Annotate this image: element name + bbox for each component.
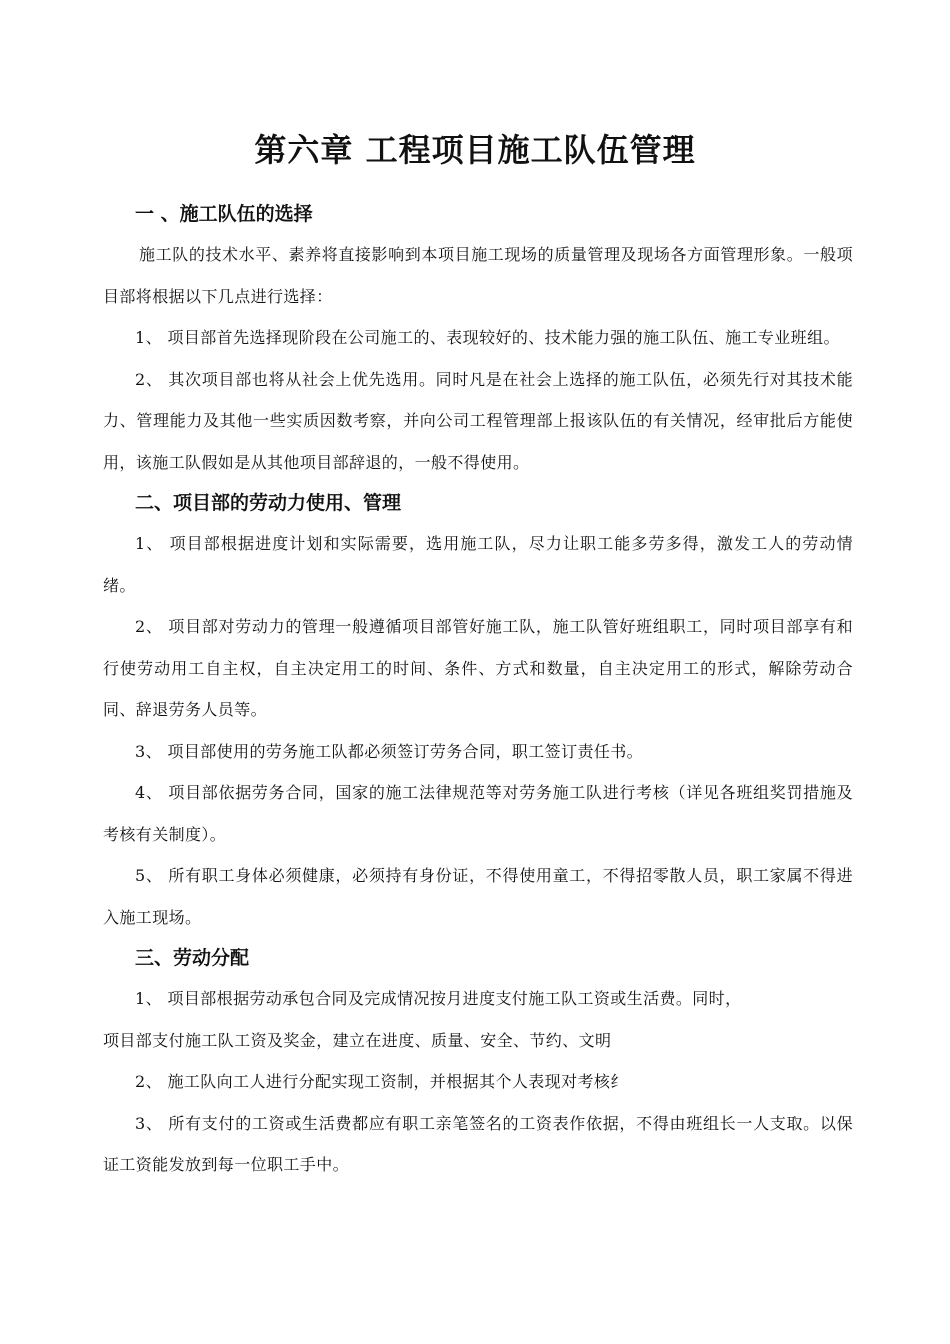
paragraph: 1、 项目部首先选择现阶段在公司施工的、表现较好的、技术能力强的施工队伍、施工专业班组。 (135, 328, 840, 347)
paragraph: 1、 项目部根据劳动承包合同及完成情况按月进度支付施工队工资或生活费。同时， (135, 989, 742, 1008)
document-body (103, 194, 853, 1186)
section-heading: 三、劳动分配 (135, 947, 250, 969)
paragraph: 2、 项目部对劳动力的管理一般遵循项目部管好施工队，施工队管好班组职工，同时项目部享有和行使劳动用工自主权，自主决定用工的时间、条件、方式和数量，自主决定用工的形式，解除劳动合同、辞退劳务人员等。 (103, 617, 853, 719)
section-heading: 二、项目部的劳动力使用、管理 (135, 492, 402, 514)
section-labor-management (103, 483, 853, 938)
paragraph: 施工队的技术水平、素养将直接影响到本项目施工现场的质量管理及现场各方面管理形象。一般项目部将根据以下几点进行选择： (103, 245, 853, 306)
paragraph-clipped: 项目部支付施工队工资及奖金，建立在进度、质量、安全、节约、文明 (103, 1030, 612, 1050)
section-labor-distribution (103, 938, 853, 1186)
paragraph: 5、 所有职工身体必须健康，必须持有身份证，不得使用童工，不得招零散人员，职工家属不得进入施工现场。 (103, 866, 853, 927)
page-title: 第六章 工程项目施工队伍管理 (254, 131, 696, 169)
paragraph: 4、 项目部依据劳务合同，国家的施工法律规范等对劳务施工队进行考核（详见各班组奖罚措施及考核有关制度）。 (103, 783, 853, 844)
paragraph: 3、 所有支付的工资或生活费都应有职工亲笔签名的工资表作依据，不得由班组长一人支取。以保证工资能发放到每一位职工手中。 (103, 1113, 853, 1174)
section-heading: 一 、施工队伍的选择 (135, 203, 313, 225)
paragraph: 1、 项目部根据进度计划和实际需要，选用施工队，尽力让职工能多劳多得，激发工人的劳动情绪。 (103, 534, 853, 595)
section-team-selection (103, 194, 853, 483)
paragraph: 2、 其次项目部也将从社会上优先选用。同时凡是在社会上选择的施工队伍，必须先行对其技术能力、管理能力及其他一些实质因数考察，并向公司工程管理部上报该队伍的有关情况，经审批后方能使用，该施工队假如是从其他项目部辞退的，一般不得使用。 (103, 369, 853, 472)
paragraph: 3、 项目部使用的劳务施工队都必须签订劳务合同，职工签订责任书。 (135, 741, 644, 761)
paragraph-clipped: 2、 施工队向工人进行分配实现工资制，并根据其个人表现对考核纟 (135, 1072, 627, 1091)
